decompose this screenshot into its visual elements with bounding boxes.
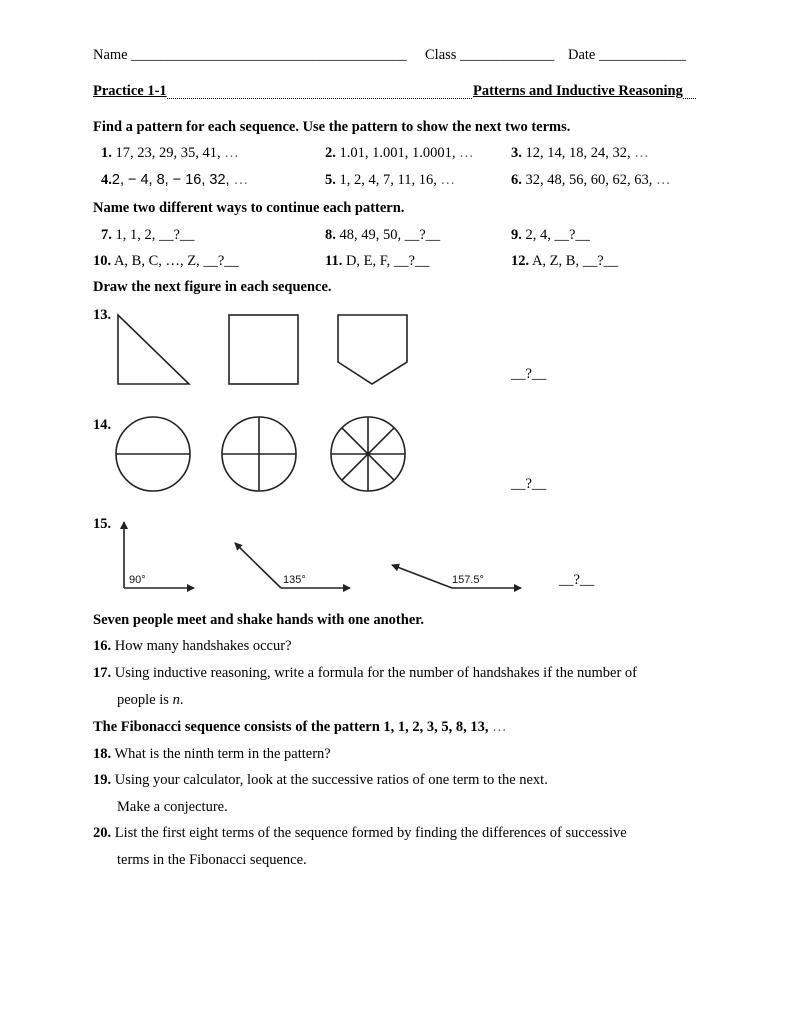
- section4-instruction: Seven people meet and shake hands with one another.: [93, 612, 424, 628]
- question-20: 20. List the first eight terms of the sequence formed by finding the differences of successive: [93, 825, 627, 841]
- question-18: 18. What is the ninth term in the pattern?: [93, 746, 331, 762]
- question-9: 9. 2, 4, __?__: [511, 227, 590, 243]
- section2-instruction: Name two different ways to continue each pattern.: [93, 200, 405, 216]
- angle-label-157-5: 157.5°: [452, 574, 484, 586]
- question-7: 7. 1, 1, 2, __?__: [101, 227, 195, 243]
- question-6: 6. 32, 48, 56, 60, 62, 63, …: [511, 172, 671, 188]
- question-3: 3. 12, 14, 18, 24, 32, …: [511, 145, 649, 161]
- question-16: 16. How many handshakes occur?: [93, 638, 292, 654]
- question-1: 1. 17, 23, 29, 35, 41, …: [101, 145, 239, 161]
- answer-blank-15[interactable]: __?__: [559, 572, 595, 588]
- topic-title: Patterns and Inductive Reasoning: [473, 83, 683, 99]
- angle-label-135: 135°: [283, 574, 306, 586]
- section5-instruction: The Fibonacci sequence consists of the pattern 1, 1, 2, 3, 5, 8, 13, …: [93, 719, 507, 735]
- section1-instruction: Find a pattern for each sequence. Use the pattern to show the next two terms.: [93, 119, 571, 135]
- question-10: 10. A, B, C, …, Z, __?__: [93, 253, 239, 269]
- angle-135: [235, 543, 350, 588]
- date-field[interactable]: Date ____________: [568, 47, 686, 63]
- question-2: 2. 1.01, 1.001, 1.0001, …: [325, 145, 474, 161]
- section3-instruction: Draw the next figure in each sequence.: [93, 279, 332, 295]
- question-17: 17. Using inductive reasoning, write a formula for the number of handshakes if the number of: [93, 665, 638, 681]
- angle-label-90: 90°: [129, 574, 146, 586]
- question-8: 8. 48, 49, 50, __?__: [325, 227, 441, 243]
- question-12: 12. A, Z, B, __?__: [511, 253, 619, 269]
- question-14-number: 14.: [93, 417, 112, 433]
- answer-blank-13[interactable]: __?__: [511, 366, 547, 382]
- question-15-number: 15.: [93, 516, 112, 532]
- class-field[interactable]: Class _____________: [425, 47, 555, 63]
- angle-157-5: [392, 565, 521, 588]
- question-19-cont: Make a conjecture.: [117, 799, 228, 815]
- question-20-cont: terms in the Fibonacci sequence.: [117, 852, 307, 868]
- angle-90: [124, 522, 194, 588]
- question-5: 5. 1, 2, 4, 7, 11, 16, …: [325, 172, 455, 188]
- question-19: 19. Using your calculator, look at the successive ratios of one term to the next.: [93, 772, 548, 788]
- question-13-number: 13.: [93, 307, 112, 323]
- name-field[interactable]: Name ______________________________________: [93, 47, 407, 63]
- question-17-cont: people is n.: [117, 692, 184, 708]
- answer-blank-14[interactable]: __?__: [511, 476, 547, 492]
- question-4: 4.2, − 4, 8, − 16, 32, …: [101, 172, 249, 188]
- question-11: 11. D, E, F, __?__: [325, 253, 430, 269]
- practice-label: Practice 1-1: [93, 83, 167, 99]
